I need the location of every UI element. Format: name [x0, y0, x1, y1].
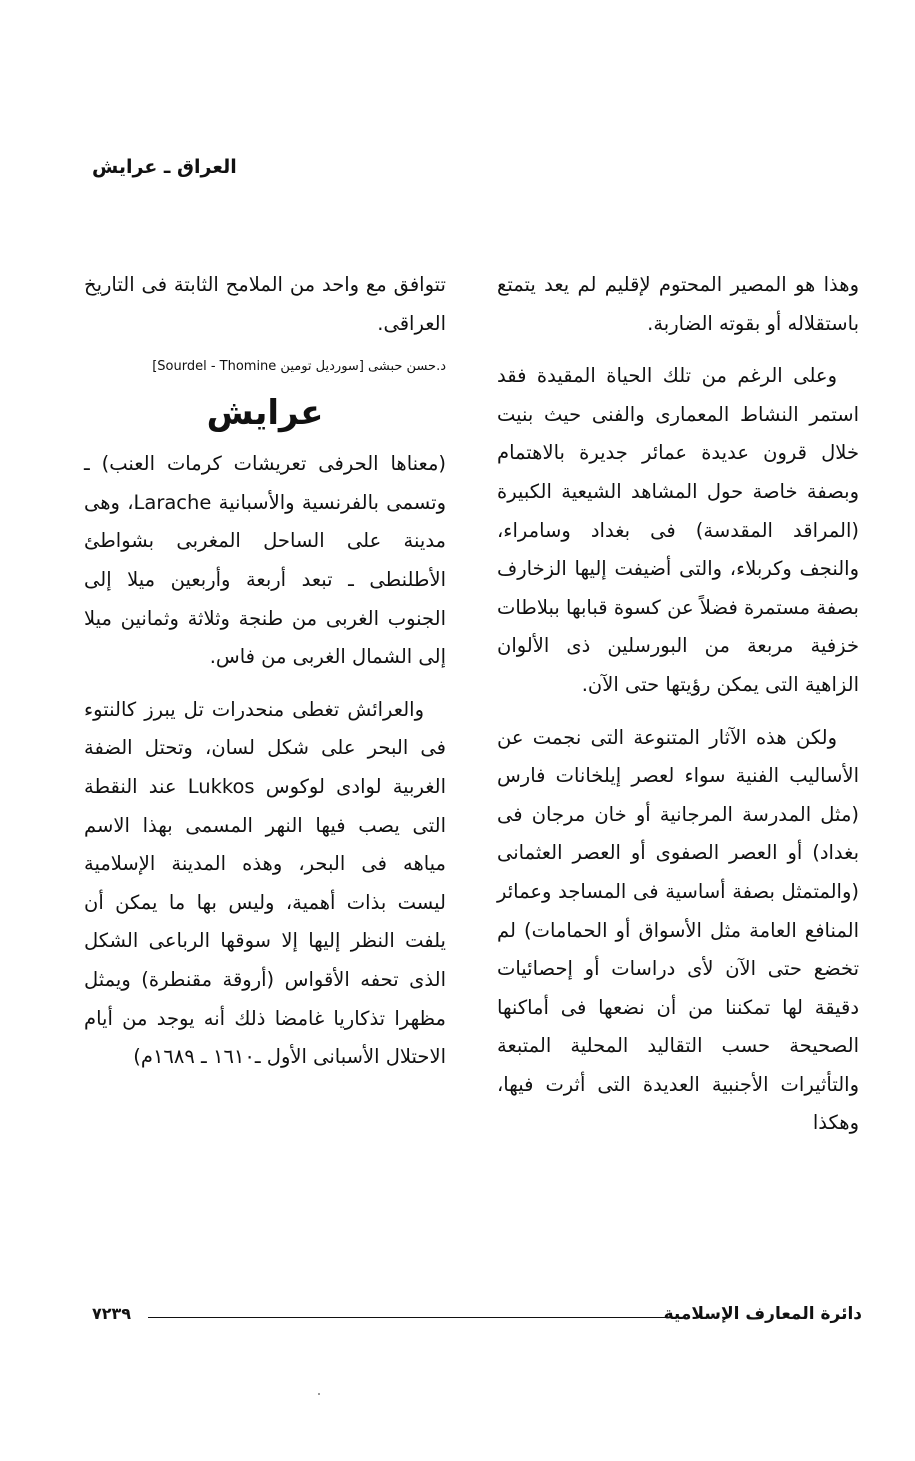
- continuation-paragraph: تتوافق مع واحد من الملامح الثابتة فى التاريخ العراقى.: [84, 273, 446, 335]
- right-column: [497, 266, 859, 1143]
- article-title: عرايش: [206, 393, 324, 434]
- running-head: العراق ـ عرايش: [92, 156, 237, 178]
- paragraph: (معناها الحرفى تعريشات كرمات العنب) ـ وتسمى بالفرنسية والأسبانية Larache، وهى مدينة على الساحل المغربى بشواطئ الأطلنطى ـ تبعد أربعة وأربعين ميلا إلى الجنوب الغربى من طنجة وثلاثة وثمانين ميلا إلى الشمال الغربى من فاس.: [84, 452, 446, 669]
- paragraph: وعلى الرغم من تلك الحياة المقيدة فقد استمر النشاط المعمارى والفنى حيث بنيت خلال قرون عديدة عمائر جديرة بالاهتمام وبصفة خاصة حول المشاهد الشيعية الكبيرة (المراقد المقدسة) فى بغداد وسامراء، والنجف وكربلاء، والتى أضيفت إليها الزخارف بصفة مستمرة فضلاً عن كسوة قبابها ببلاطات خزفية مربعة من البورسلين ذى الألوان الزاهية التى يمكن رؤيتها حتى الآن.: [497, 364, 859, 696]
- paragraph: ولكن هذه الآثار المتنوعة التى نجمت عن الأساليب الفنية سواء لعصر إيلخانات فارس (مثل المدرسة المرجانية أو خان مرجان فى بغداد) أو العصر الصفوى أو العصر العثمانى (والمتمثل بصفة أساسية فى المساجد وعمائر المنافع العامة مثل الأسواق أو الحمامات) لم تخضع حتى الآن لأى دراسات أو إحصائيات دقيقة لها تمكننا من أن نضعها فى أماكنها الصحيحة حسب التقاليد المحلية المتبعة والتأثيرات الأجنبية العديدة التى أثرت فيها، وهكذا: [497, 725, 859, 1135]
- paragraph: وهذا هو المصير المحتوم لإقليم لم يعد يتمتع باستقلاله أو بقوته الضاربة.: [497, 273, 859, 335]
- author-attribution: د.حسن حبشى [سورديل تومين Sourdel - Thomine]: [152, 359, 446, 375]
- scan-speck: [318, 1393, 320, 1395]
- publication-title: دائرة المعارف الإسلامية: [663, 1304, 862, 1324]
- left-column: [84, 266, 446, 1077]
- page-footer: [92, 1304, 862, 1330]
- footer-rule: [148, 1317, 674, 1318]
- paragraph: والعرائش تغطى منحدرات تل يبرز كالنتوء فى البحر على شكل لسان، وتحتل الضفة الغربية لوادى لوكوس Lukkos عند النقطة التى يصب فيها النهر المسمى بهذا الاسم مياهه فى البحر، وهذه المدينة الإسلامية ليست بذات أهمية، وليس بها ما يمكن أن يلفت النظر إليها إلا سوقها الرباعى الشكل الذى تحفه الأقواس (أروقة مقنطرة) ويمثل مظهرا تذكاريا غامضا ذلك أنه يوجد من أيام الاحتلال الأسبانى الأول ـ١٦١٠ ـ ١٦٨٩م): [84, 697, 446, 1069]
- page-number: ٧٢٣٩: [92, 1304, 132, 1323]
